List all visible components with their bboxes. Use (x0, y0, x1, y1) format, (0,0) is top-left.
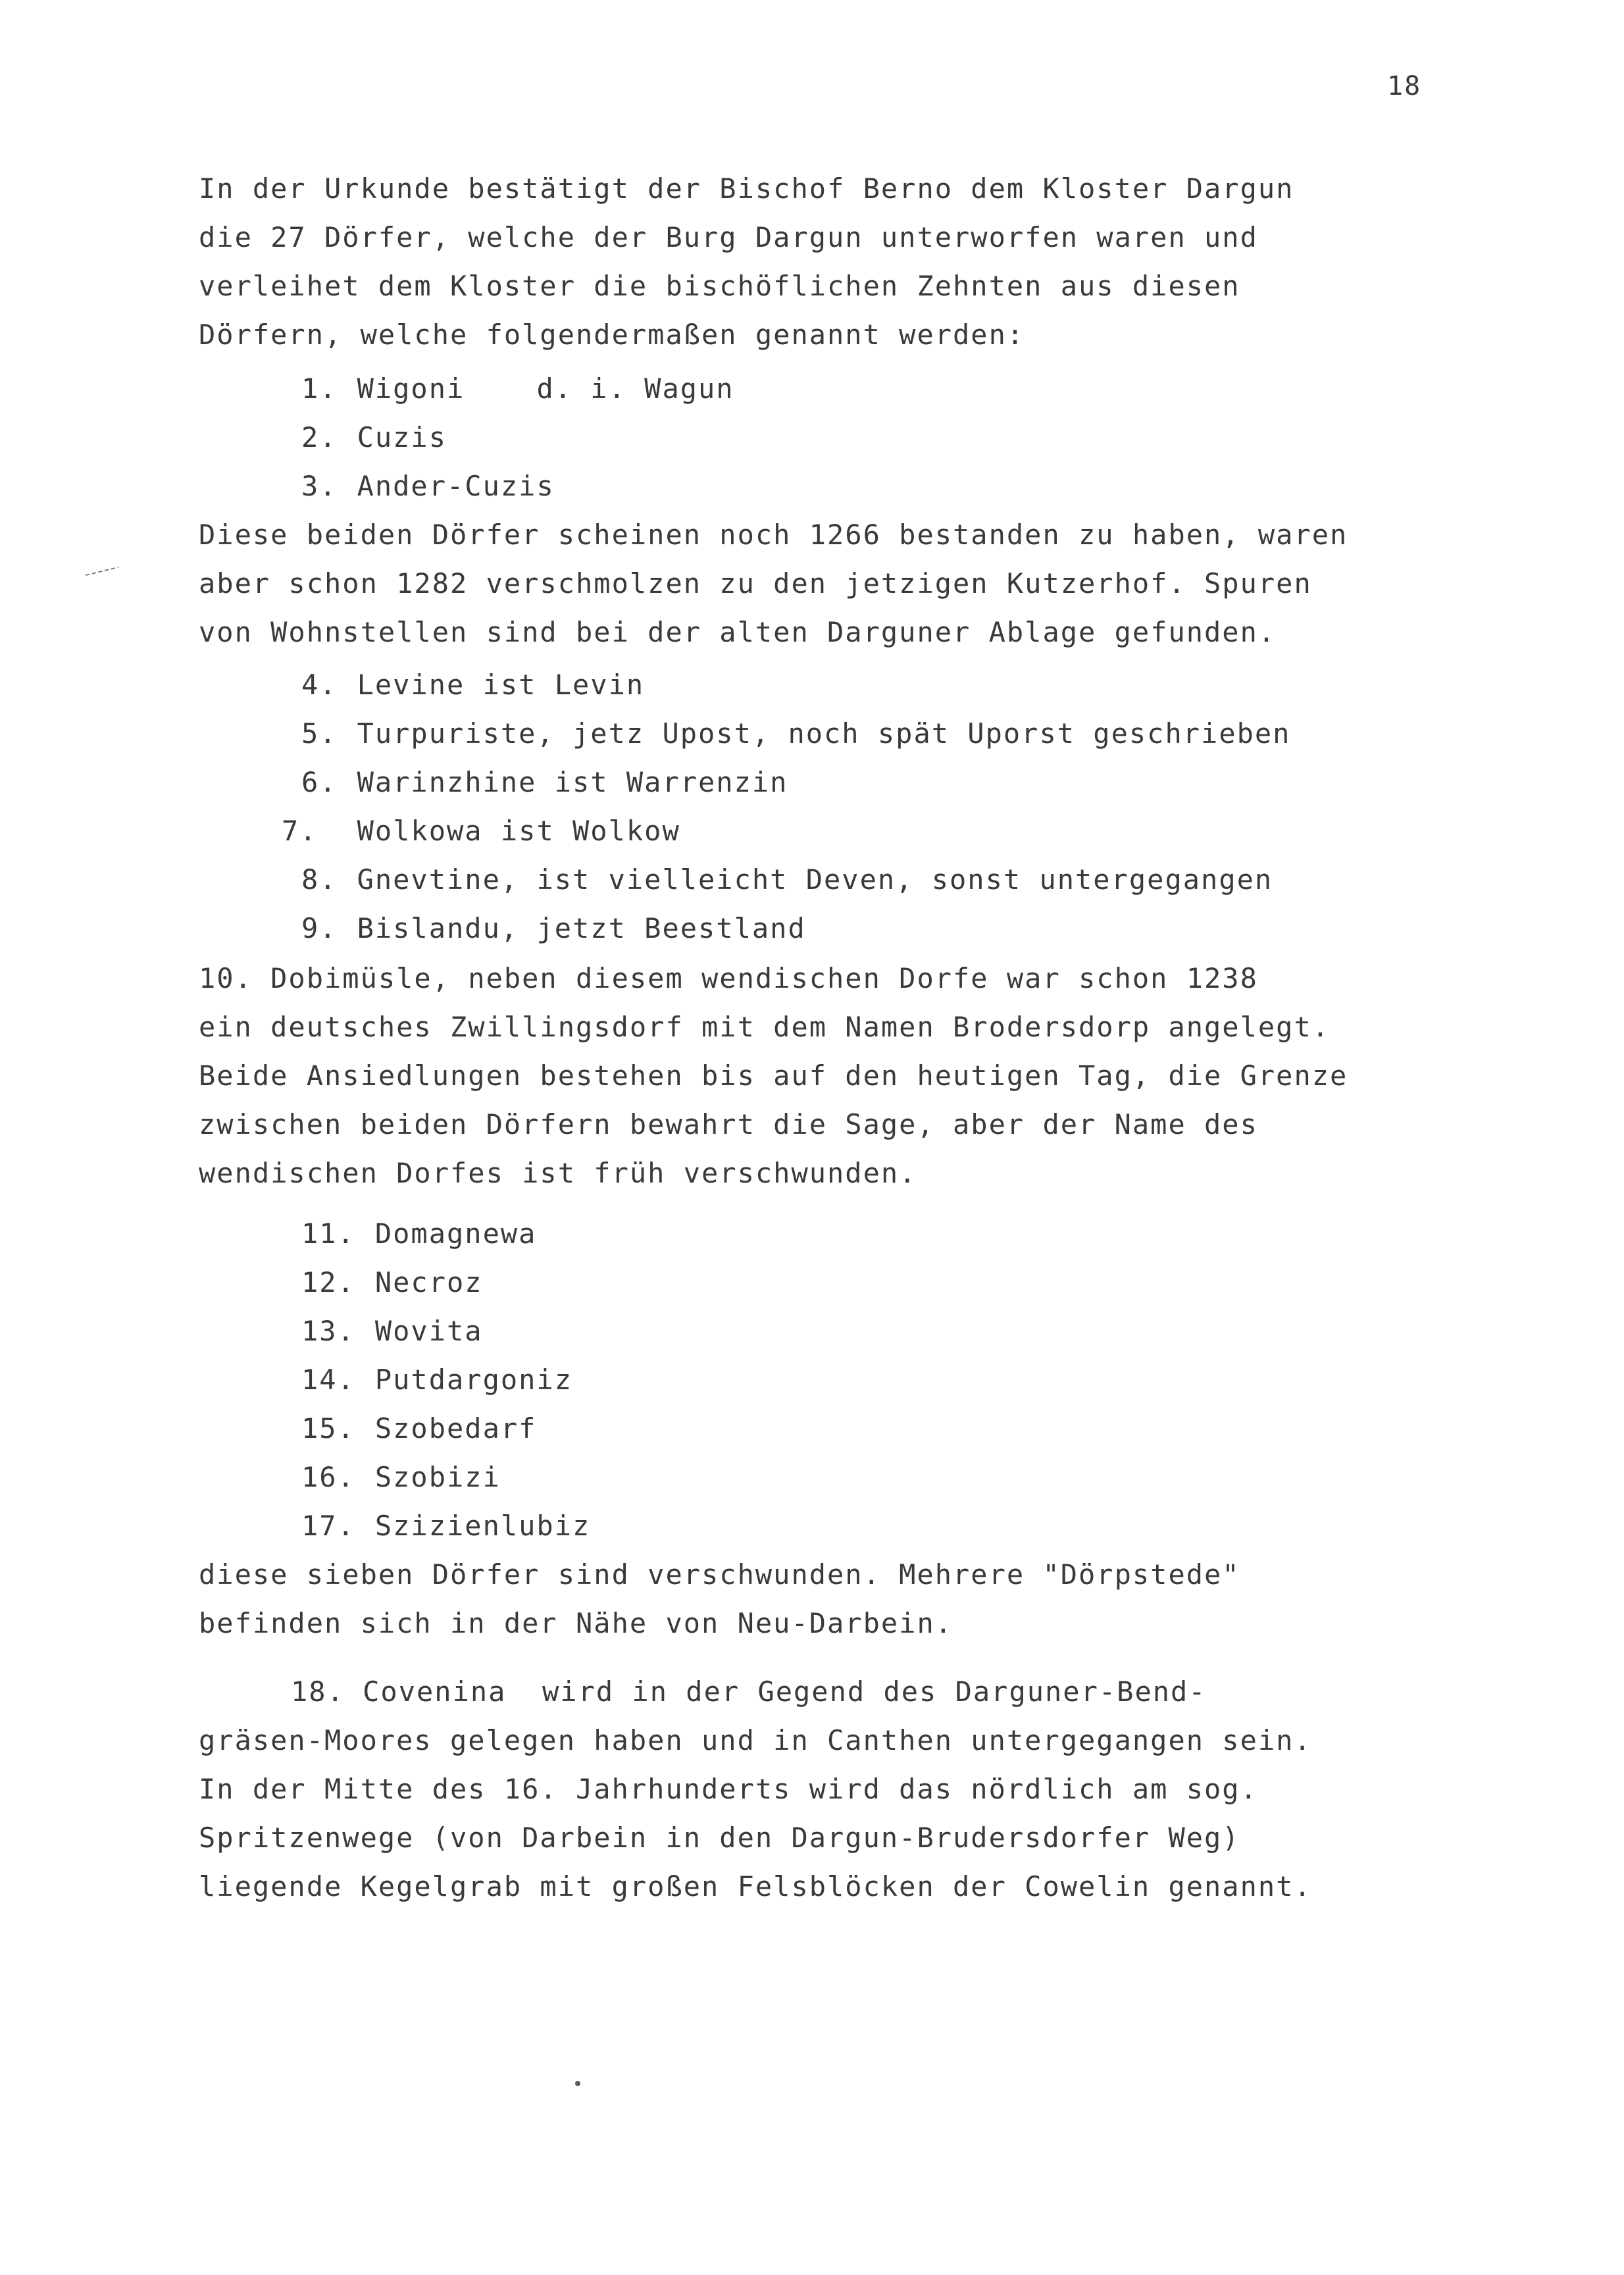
list-item-number: 13. (301, 1315, 355, 1347)
list-item (301, 765, 788, 800)
list-item (301, 1216, 536, 1252)
list-item (301, 371, 734, 407)
list-item-text: Bislandu, jetzt Beestland (357, 912, 806, 944)
pencil-mark (84, 565, 120, 576)
page-number: 18 (1387, 71, 1422, 101)
paragraph-line: Diese beiden Dörfer scheinen noch 1266 bestanden zu haben, waren (199, 519, 1348, 551)
paragraph-line: zwischen beiden Dörfern bewahrt die Sage, aber der Name des (199, 1108, 1258, 1140)
list-item-number: 14. (301, 1364, 355, 1396)
list-item-text: Szobedarf (374, 1412, 537, 1444)
list-item (301, 1411, 536, 1446)
list-item (301, 911, 806, 946)
list-item-number: 2. (301, 421, 338, 453)
paragraph-line: ein deutsches Zwillingsdorf mit dem Namen Brodersdorp angelegt. (199, 1011, 1331, 1043)
list-item (301, 1460, 501, 1495)
list-item-number: 9. (301, 912, 338, 944)
list-item-number: 6. (301, 766, 338, 798)
list-item-number: 16. (301, 1461, 355, 1493)
list-item-number: 5. (301, 717, 338, 750)
intro-line: verleihet dem Kloster die bischöflichen Zehnten aus diesen (199, 270, 1240, 302)
list-item-text: Necroz (374, 1266, 483, 1298)
paragraph-line: liegende Kegelgrab mit großen Felsblöcken der Cowelin genannt. (199, 1870, 1312, 1903)
list-item-text: Szobizi (374, 1461, 501, 1493)
ink-dot (575, 2081, 580, 2086)
paragraph-line: diese sieben Dörfer sind verschwunden. Mehrere "Dörpstede" (199, 1558, 1240, 1591)
list-item-number: 7. (282, 815, 318, 847)
paragraph-line: 18. Covenina wird in der Gegend des Darguner-Bend- (291, 1675, 1207, 1708)
list-item (282, 813, 680, 849)
list-item (301, 1362, 572, 1398)
list-item (301, 1508, 590, 1544)
list-item (301, 716, 1290, 752)
paragraph-line: aber schon 1282 verschmolzen zu den jetzigen Kutzerhof. Spuren (199, 567, 1312, 600)
list-item-text: Ander-Cuzis (357, 470, 555, 502)
list-item-text: Warinzhine ist Warrenzin (357, 766, 788, 798)
paragraph-line: wendischen Dorfes ist früh verschwunden. (199, 1157, 917, 1189)
list-item-number: 12. (301, 1266, 355, 1298)
paragraph-line: befinden sich in der Nähe von Neu-Darbein. (199, 1607, 953, 1639)
list-item-text: Cuzis (357, 421, 447, 453)
list-item-number: 4. (301, 669, 338, 701)
paragraph-line: Beide Ansiedlungen bestehen bis auf den heutigen Tag, die Grenze (199, 1060, 1348, 1092)
list-item-number: 11. (301, 1217, 355, 1250)
list-item-text: Putdargoniz (374, 1364, 573, 1396)
list-item-text: Gnevtine, ist vielleicht Deven, sonst untergegangen (357, 863, 1273, 896)
list-item (301, 469, 555, 504)
list-item-text: Wovita (374, 1315, 483, 1347)
list-item-number: 3. (301, 470, 338, 502)
list-item (301, 1265, 483, 1300)
list-item (301, 1314, 483, 1349)
list-item-text: Wigoni d. i. Wagun (357, 372, 734, 405)
list-item-number: 15. (301, 1412, 355, 1444)
list-item-number: 1. (301, 372, 338, 405)
paragraph-line: Spritzenwege (von Darbein in den Dargun-Brudersdorfer Weg) (199, 1822, 1240, 1854)
intro-line: die 27 Dörfer, welche der Burg Dargun unterworfen waren und (199, 221, 1258, 253)
paragraph-line: 10. Dobimüsle, neben diesem wendischen Dorfe war schon 1238 (199, 962, 1258, 994)
list-item-number: 8. (301, 863, 338, 896)
list-item-text: Wolkowa ist Wolkow (357, 815, 680, 847)
intro-line: In der Urkunde bestätigt der Bischof Berno dem Kloster Dargun (199, 172, 1294, 205)
paragraph-line: von Wohnstellen sind bei der alten Darguner Ablage gefunden. (199, 616, 1277, 648)
list-item-text: Turpuriste, jetz Upost, noch spät Uporst geschrieben (357, 717, 1291, 750)
list-item-text: Levine ist Levin (357, 669, 645, 701)
list-item (301, 420, 447, 455)
intro-line: Dörfern, welche folgendermaßen genannt werden: (199, 319, 1025, 351)
paragraph-line: gräsen-Moores gelegen haben und in Canthen untergegangen sein. (199, 1724, 1312, 1756)
paragraph-line: In der Mitte des 16. Jahrhunderts wird das nördlich am sog. (199, 1773, 1258, 1805)
list-item (301, 862, 1273, 898)
list-item-number: 17. (301, 1510, 355, 1542)
list-item (301, 667, 644, 703)
list-item-text: Domagnewa (374, 1217, 537, 1250)
list-item-text: Szizienlubiz (374, 1510, 591, 1542)
